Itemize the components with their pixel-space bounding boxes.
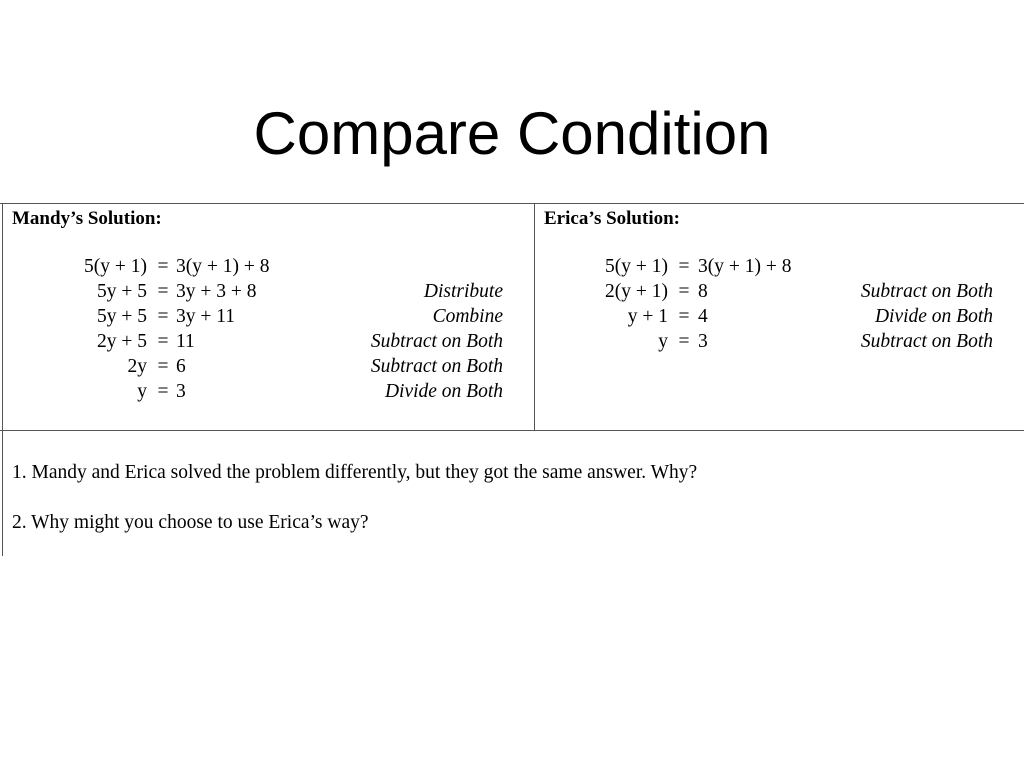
erica-solution-heading: Erica’s Solution: — [544, 208, 680, 229]
step-right-side: 6 — [176, 356, 186, 377]
equals-sign: = — [157, 256, 169, 277]
step-right-side: 3 — [698, 331, 708, 352]
step-left-side: 2(y + 1) — [605, 281, 668, 302]
step-right-side: 3y + 3 + 8 — [176, 281, 257, 302]
step-left-side: y + 1 — [627, 306, 668, 327]
equals-sign: = — [678, 306, 690, 327]
step-right-side: 4 — [698, 306, 708, 327]
step-annotation: Subtract on Both — [370, 331, 503, 352]
erica-solution-panel — [535, 203, 1024, 430]
step-left-side: 5(y + 1) — [84, 256, 147, 277]
equals-sign: = — [678, 256, 690, 277]
step-left-side: y — [137, 381, 147, 402]
equals-sign: = — [678, 281, 690, 302]
step-right-side: 3y + 11 — [176, 306, 236, 327]
step-annotation: Distribute — [423, 281, 503, 302]
worksheet-image — [0, 198, 1024, 556]
step-left-side: 2y + 5 — [97, 331, 147, 352]
step-left-side: 2y — [127, 356, 147, 377]
question-1: 1. Mandy and Erica solved the problem differently, but they got the same answer. Why? — [12, 462, 698, 483]
equals-sign: = — [157, 306, 169, 327]
equals-sign: = — [678, 331, 690, 352]
step-annotation: Subtract on Both — [860, 281, 993, 302]
mandy-solution-panel — [3, 203, 534, 430]
equals-sign: = — [157, 356, 169, 377]
equals-sign: = — [157, 281, 169, 302]
table-row-divider — [0, 430, 1024, 431]
step-right-side: 3(y + 1) + 8 — [176, 256, 270, 277]
step-right-side: 3(y + 1) + 8 — [698, 256, 792, 277]
equals-sign: = — [157, 381, 169, 402]
step-right-side: 8 — [698, 281, 708, 302]
mandy-solution-heading: Mandy’s Solution: — [12, 208, 162, 229]
slide-title: Compare Condition — [253, 100, 771, 167]
step-left-side: 5y + 5 — [97, 306, 147, 327]
step-annotation: Divide on Both — [874, 306, 993, 327]
step-annotation: Combine — [432, 306, 503, 327]
step-left-side: y — [658, 331, 668, 352]
step-left-side: 5(y + 1) — [605, 256, 668, 277]
step-right-side: 3 — [176, 381, 186, 402]
question-2: 2. Why might you choose to use Erica’s way? — [12, 512, 369, 533]
step-left-side: 5y + 5 — [97, 281, 147, 302]
step-annotation: Subtract on Both — [370, 356, 503, 377]
step-right-side: 11 — [176, 331, 195, 352]
step-annotation: Subtract on Both — [860, 331, 993, 352]
equals-sign: = — [157, 331, 169, 352]
step-annotation: Divide on Both — [384, 381, 503, 402]
